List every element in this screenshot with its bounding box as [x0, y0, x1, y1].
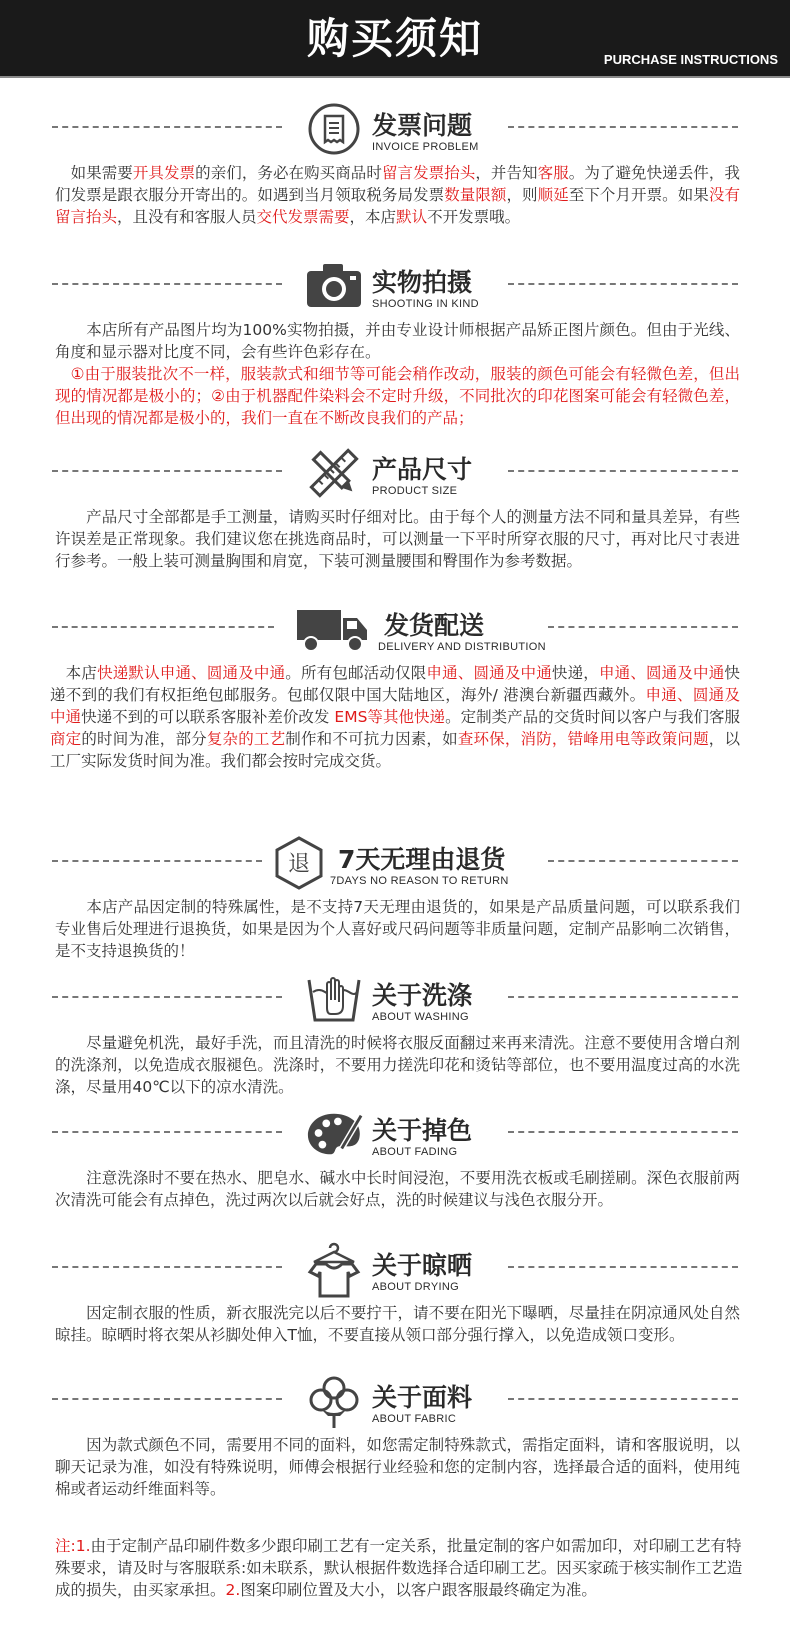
highlight-text: 没有留言抬头: [55, 186, 740, 226]
section-title: 发票问题: [372, 111, 473, 140]
body-text-segment: 快递，: [551, 664, 599, 682]
body-text-segment: 如果需要: [55, 164, 133, 182]
section-body: [55, 319, 740, 429]
section-body: [50, 662, 740, 772]
section-body: [55, 506, 740, 572]
body-text-segment: 本店产品因定制的特殊属性，是不支持7天无理由退货的，如果是产品质量问题，可以联系我们专业售后处理进行退换货，如果是因为个人喜好或尺码问题等非质量问题，定制产品影响二次销售，是不支持退换货的！: [55, 898, 740, 960]
section-body: [55, 1167, 740, 1211]
highlight-text: 申通、圆通及中通: [50, 686, 740, 726]
body-text-segment: 本店: [50, 664, 98, 682]
section-subtitle: ABOUT FADING: [372, 1146, 458, 1158]
section-title: 关于面料: [372, 1383, 473, 1412]
highlight-text: 申通、圆通及中通: [598, 664, 725, 682]
section-subtitle: SHOOTING IN KIND: [372, 298, 479, 310]
highlight-text: 交代发票需要: [256, 208, 350, 226]
section-header: [0, 98, 790, 160]
section-body: [55, 1032, 740, 1098]
body-text-segment: 尽量避免机洗，最好手洗，而且清洗的时候将衣服反面翻过来再来清洗。注意不要使用含增白剂的洗涤剂，以免造成衣服褪色。洗涤时，不要用力搓洗印花和烫钻等部位，也不要用温度过高的水洗涤，尽量用40℃以下的凉水清洗。: [55, 1034, 740, 1096]
section-subtitle: ABOUT FABRIC: [372, 1413, 457, 1425]
highlight-text: 复杂的工艺: [206, 730, 286, 748]
divider-right: [508, 996, 738, 998]
divider-right: [508, 283, 738, 285]
section-header: [0, 1103, 790, 1165]
section-subtitle: PRODUCT SIZE: [372, 485, 458, 497]
page-subtitle: PURCHASE INSTRUCTIONS: [603, 52, 778, 67]
section-size: [0, 442, 790, 572]
section-title: 关于洗涤: [372, 981, 473, 1010]
divider-right: [548, 860, 738, 862]
divider-left: [52, 1266, 282, 1268]
section-subtitle: INVOICE PROBLEM: [372, 141, 479, 153]
body-text-segment: 制作和不可抗力因素，如: [285, 730, 458, 748]
section-header: [0, 968, 790, 1030]
section-shooting: [0, 255, 790, 429]
divider-right: [508, 470, 738, 472]
hero-banner: [0, 0, 790, 78]
section-drying: [0, 1238, 790, 1346]
svg-text:退: 退: [287, 852, 311, 877]
divider-right: [548, 626, 738, 628]
body-text-segment: ，且没有和客服人员: [117, 208, 257, 226]
cotton-icon: [305, 1372, 363, 1430]
section-subtitle: 7DAYS NO REASON TO RETURN: [330, 875, 509, 887]
divider-left: [52, 996, 282, 998]
body-text-segment: 的亲们，务必在购买商品时: [195, 164, 382, 182]
highlight-text: 查环保，消防，错峰用电等政策问题: [457, 730, 709, 748]
invoice-icon: [305, 100, 363, 158]
highlight-text: 留言发票抬头: [381, 164, 476, 182]
section-title: 发货配送: [384, 611, 485, 640]
section-header: [0, 255, 790, 317]
section-body: [55, 1434, 740, 1500]
body-text-segment: 由于定制产品印刷件数多少跟印刷工艺有一定关系，批量定制的客户如需加印，对印刷工艺有特殊要求，请及时与客服联系:如未联系，默认根据件数选择合适印刷工艺。因买家疏于核实制作工艺造成的损失，由买家承担。: [55, 1537, 743, 1599]
body-text-segment: 产品尺寸全部都是手工测量，请购买时仔细对比。由于每个人的测量方法不同和量具差异，有些许误差是正常现象。我们建议您在挑选商品时，可以测量一下平时所穿衣服的尺寸，再对比尺寸表进行参考。一般上装可测量胸围和肩宽，下装可测量腰围和臀围作为参考数据。: [55, 508, 740, 570]
section-header: [0, 1238, 790, 1300]
hanger-shirt-icon: [305, 1240, 363, 1298]
body-text-segment: 。定制类产品的交货时间以客户与我们客服: [445, 708, 740, 726]
highlight-text: 顺延: [537, 186, 569, 204]
highlight-text: 2.: [225, 1581, 241, 1599]
section-invoice: [0, 98, 790, 228]
section-title: 关于掉色: [372, 1116, 473, 1145]
section-subtitle: ABOUT DRYING: [372, 1281, 459, 1293]
section-title: 实物拍摄: [372, 268, 473, 297]
divider-right: [508, 1131, 738, 1133]
body-text-segment: 不开发票哦。: [427, 208, 521, 226]
divider-left: [52, 626, 274, 628]
body-text-segment: 。为了避免快递丢件，我们发票是跟衣服分开寄出的。如遇到当月领取税务局发票: [55, 164, 740, 204]
ruler-pencil-icon: [305, 444, 363, 502]
highlight-text: 开具发票: [132, 164, 196, 182]
truck-icon: [293, 600, 373, 658]
divider-right: [508, 1266, 738, 1268]
body-text-segment: ，并告知: [475, 164, 538, 182]
section-fabric: [0, 1370, 790, 1500]
hand-wash-icon: [305, 970, 363, 1028]
section-washing: [0, 968, 790, 1098]
divider-right: [508, 126, 738, 128]
highlight-text: ①由于服装批次不一样，服装款式和细节等可能会稍作改动，服装的颜色可能会有轻微色差，但出现的情况都是极小的；②由于机器配件染料会不定时升级，不同批次的印花图案可能会有轻微色差，但出现的情况都是极小的，我们一直在不断改良我们的产品；: [55, 365, 740, 427]
body-text-segment: 本店所有产品图片均为100%实物拍摄，并由专业设计师根据产品矫正图片颜色。但由于光线、角度和显示器对比度不同，会有些许色彩存在。: [55, 321, 740, 361]
section-title: 7天无理由退货: [338, 845, 506, 874]
return-hexagon-icon: [270, 834, 328, 892]
divider-right: [508, 1398, 738, 1400]
highlight-text: 快递默认申通、圆通及中通: [97, 664, 286, 682]
section-title: 产品尺寸: [372, 455, 473, 484]
section-body: [55, 896, 740, 962]
section-header: [0, 1370, 790, 1432]
section-delivery: [0, 598, 790, 772]
footnote: [55, 1535, 745, 1601]
highlight-text: 数量限额: [444, 186, 507, 204]
page-title: 购买须知: [306, 14, 483, 63]
body-text-segment: 图案印刷位置及大小，以客户跟客服最终确定为准。: [240, 1581, 597, 1599]
body-text-segment: 至下个月开票。如果: [568, 186, 709, 204]
highlight-text: 商定: [50, 730, 82, 748]
divider-left: [52, 126, 282, 128]
body-text-segment: 快递不到的可以联系客服补差价改发: [81, 708, 335, 726]
body-text-segment: 因为款式颜色不同，需要用不同的面料，如您需定制特殊款式，需指定面料，请和客服说明，以聊天记录为准，如没有特殊说明，师傅会根据行业经验和您的定制内容，选择最合适的面料，使用纯棉或者运动纤维面料等。: [55, 1436, 740, 1498]
highlight-text: 默认: [396, 208, 428, 226]
section-return: [0, 832, 790, 962]
body-text-segment: ，以工厂实际发货时间为准。我们都会按时完成交货。: [50, 730, 740, 770]
section-subtitle: ABOUT WASHING: [372, 1011, 469, 1023]
section-body: [55, 162, 740, 228]
divider-left: [52, 283, 282, 285]
body-text-segment: 。所有包邮活动仅限: [285, 664, 427, 682]
highlight-text: 申通、圆通及中通: [426, 664, 552, 682]
divider-left: [52, 1131, 282, 1133]
palette-icon: [305, 1105, 363, 1163]
highlight-text: 客服: [537, 164, 569, 182]
highlight-text: EMS等其他快递: [334, 708, 446, 726]
section-title: 关于晾晒: [372, 1251, 473, 1280]
body-text-segment: ，则: [506, 186, 538, 204]
highlight-text: 注:1.: [55, 1537, 91, 1555]
section-fading: [0, 1103, 790, 1211]
camera-icon: [305, 257, 363, 315]
body-text-segment: 快递不到的我们有权拒绝包邮服务。包邮仅限中国大陆地区，海外/ 港澳台新疆西藏外。: [50, 664, 740, 704]
section-header: [0, 832, 790, 894]
body-text-segment: 的时间为准，部分: [81, 730, 207, 748]
divider-left: [52, 1398, 282, 1400]
body-text-segment: 注意洗涤时不要在热水、肥皂水、碱水中长时间浸泡，不要用洗衣板或毛刷搓刷。深色衣服前两次清洗可能会有点掉色，洗过两次以后就会好点，洗的时候建议与浅色衣服分开。: [55, 1169, 740, 1209]
divider-left: [52, 860, 262, 862]
section-header: [0, 598, 790, 660]
divider-left: [52, 470, 282, 472]
body-text-segment: ，本店: [349, 208, 397, 226]
section-header: [0, 442, 790, 504]
section-subtitle: DELIVERY AND DISTRIBUTION: [378, 641, 546, 653]
body-text-segment: 因定制衣服的性质，新衣服洗完以后不要拧干，请不要在阳光下曝晒，尽量挂在阴凉通风处自然晾挂。晾晒时将衣架从衫脚处伸入T恤，不要直接从领口部分强行撑入，以免造成领口变形。: [55, 1304, 740, 1344]
section-body: [55, 1302, 740, 1346]
